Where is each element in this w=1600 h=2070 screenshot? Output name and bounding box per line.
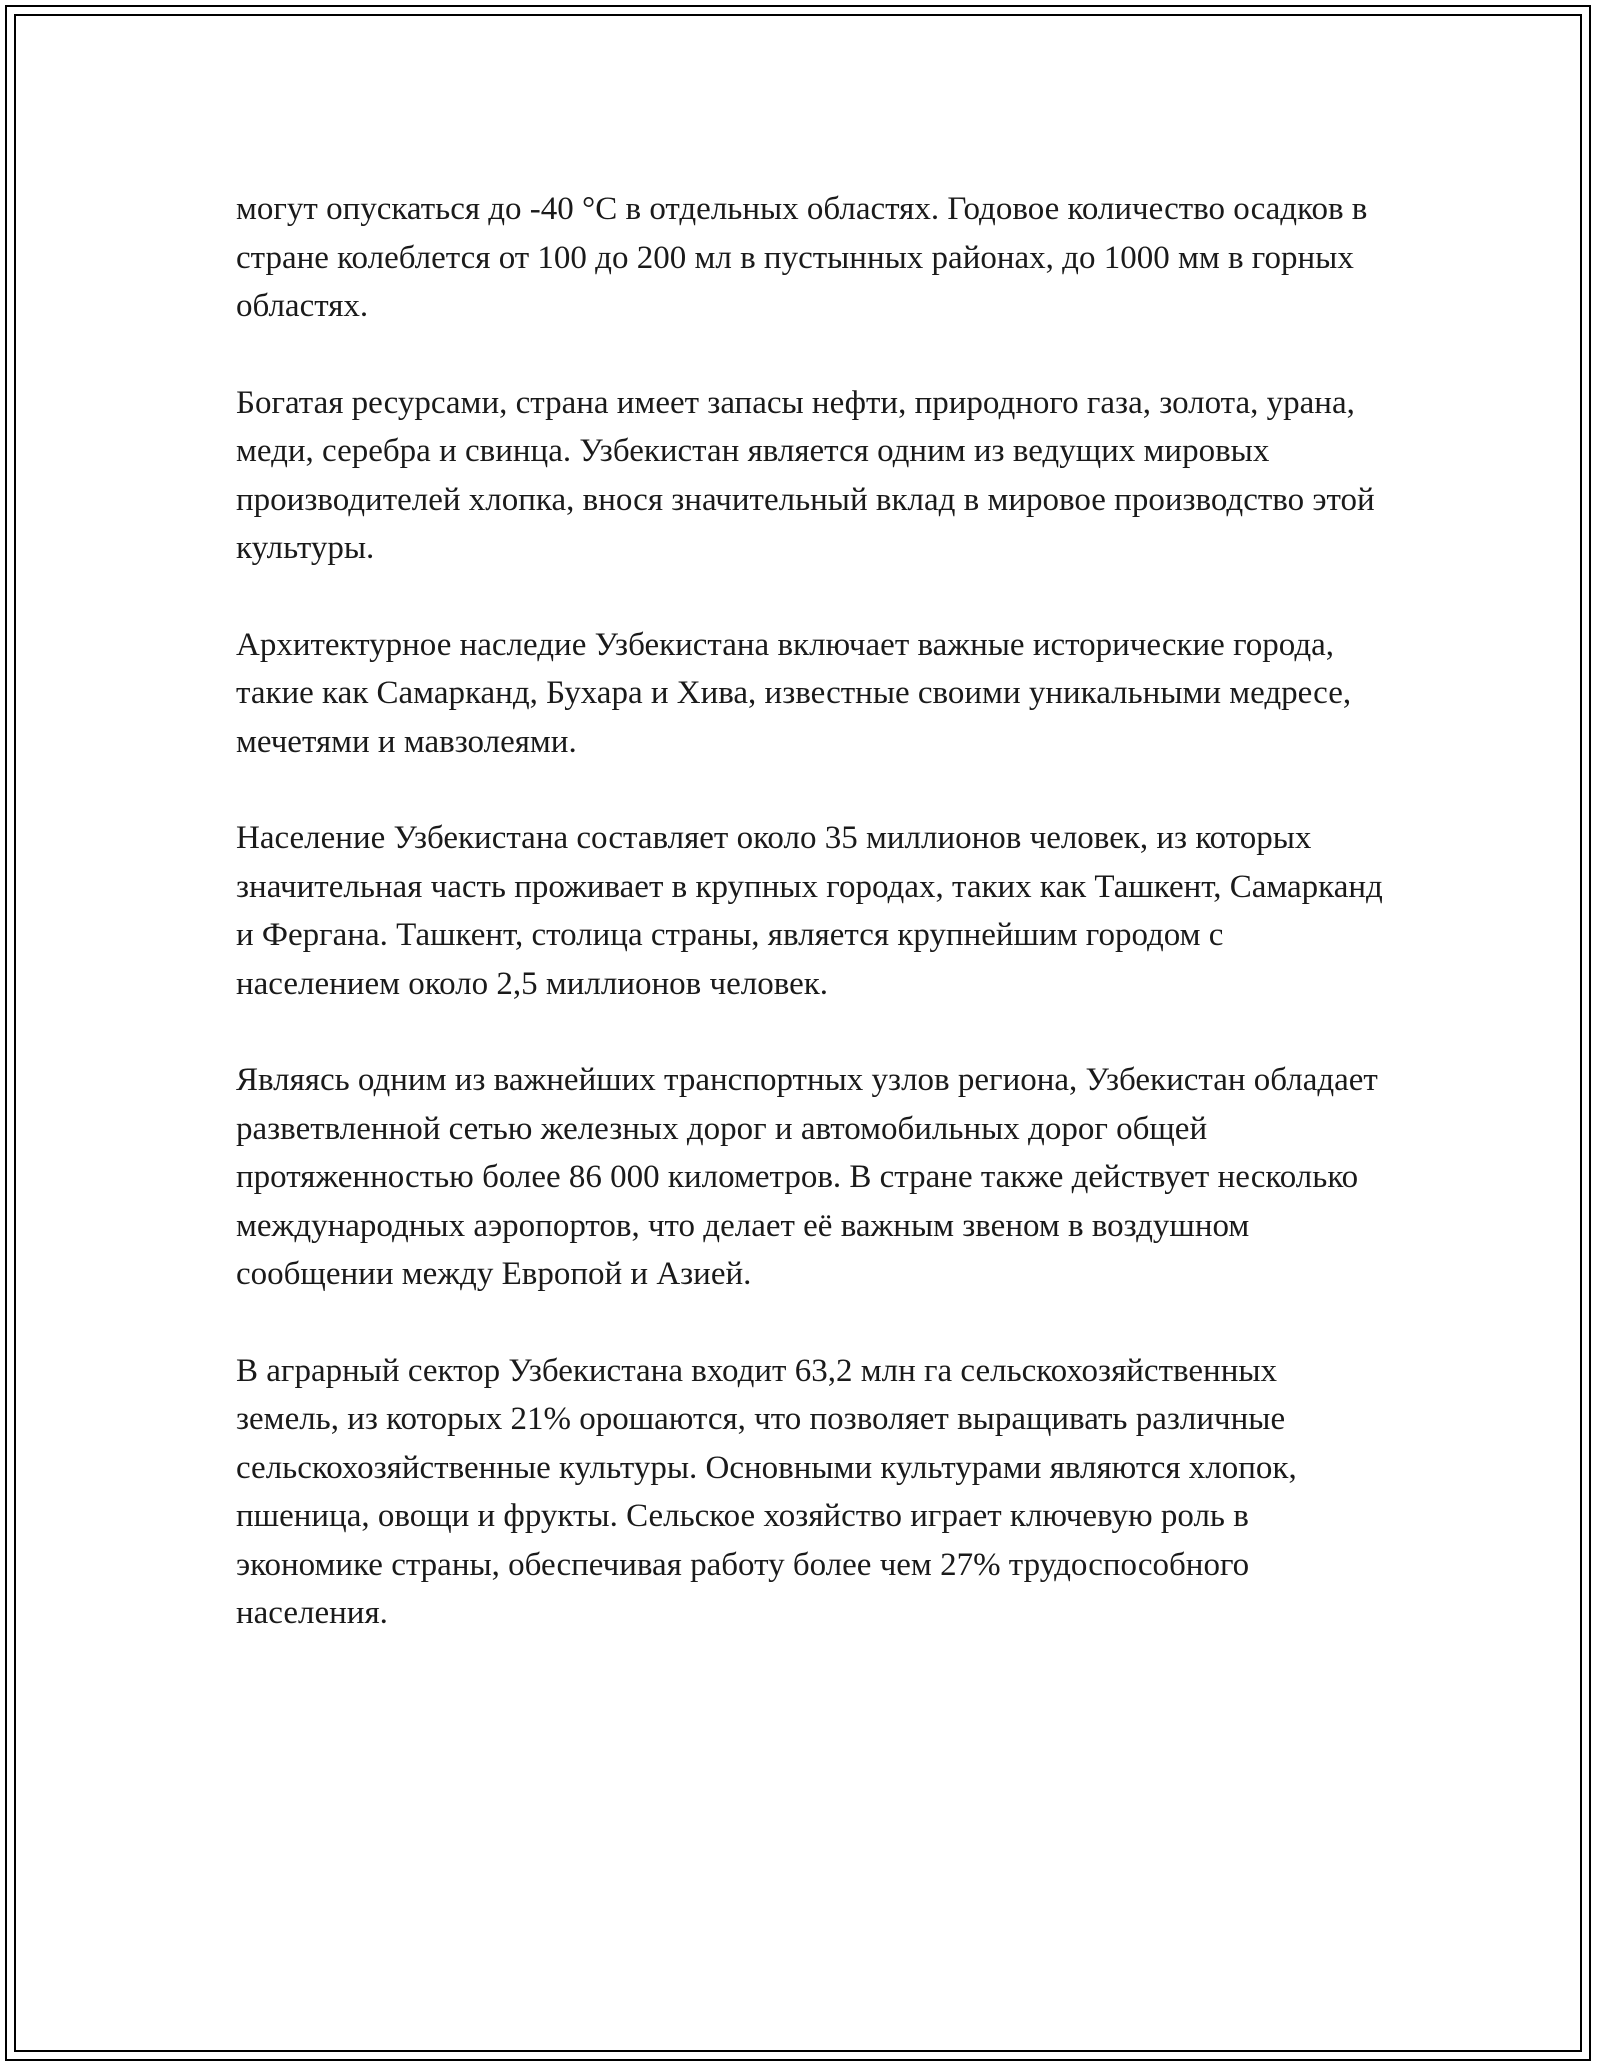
paragraph-transport: Являясь одним из важнейших транспортных узлов региона, Узбекистан обладает разветвленной сетью железных дорог и автомобильных дорог общей протяженностью более 86 000 километров. В стране также действует несколько международных аэропортов, что делает её важным звеном в воздушном сообщении между Европой и Азией. xyxy=(236,1062,1378,1292)
document-body xyxy=(236,185,1386,1686)
paragraph-climate: могут опускаться до -40 °C в отдельных областях. Годовое количество осадков в стране колеблется от 100 до 200 мл в пустынных районах, до 1000 мм в горных областях. xyxy=(236,191,1368,324)
paragraph-resources: Богатая ресурсами, страна имеет запасы нефти, природного газа, золота, урана, меди, серебра и свинца. Узбекистан является одним из ведущих мировых производителей хлопка, внося значительный вклад в мировое производство этой культуры. xyxy=(236,384,1375,566)
paragraph-population: Население Узбекистана составляет около 35 миллионов человек, из которых значительная часть проживает в крупных городах, таких как Ташкент, Самарканд и Фергана. Ташкент, столица страны, является крупнейшим городом с населением около 2,5 миллионов человек. xyxy=(236,820,1383,1002)
paragraph-agriculture: В аграрный сектор Узбекистана входит 63,2 млн га сельскохозяйственных земель, из которых 21% орошаются, что позволяет выращивать различные сельскохозяйственные культуры. Основными культурами являются хлопок, пшеница, овощи и фрукты. Сельское хозяйство играет ключевую роль в экономике страны, обеспечивая работу более чем 27% трудоспособного населения. xyxy=(236,1352,1297,1631)
paragraph-architecture: Архитектурное наследие Узбекистана включает важные исторические города, такие как Самарканд, Бухара и Хива, известные своими уникальными медресе, мечетями и мавзолеями. xyxy=(236,626,1352,760)
